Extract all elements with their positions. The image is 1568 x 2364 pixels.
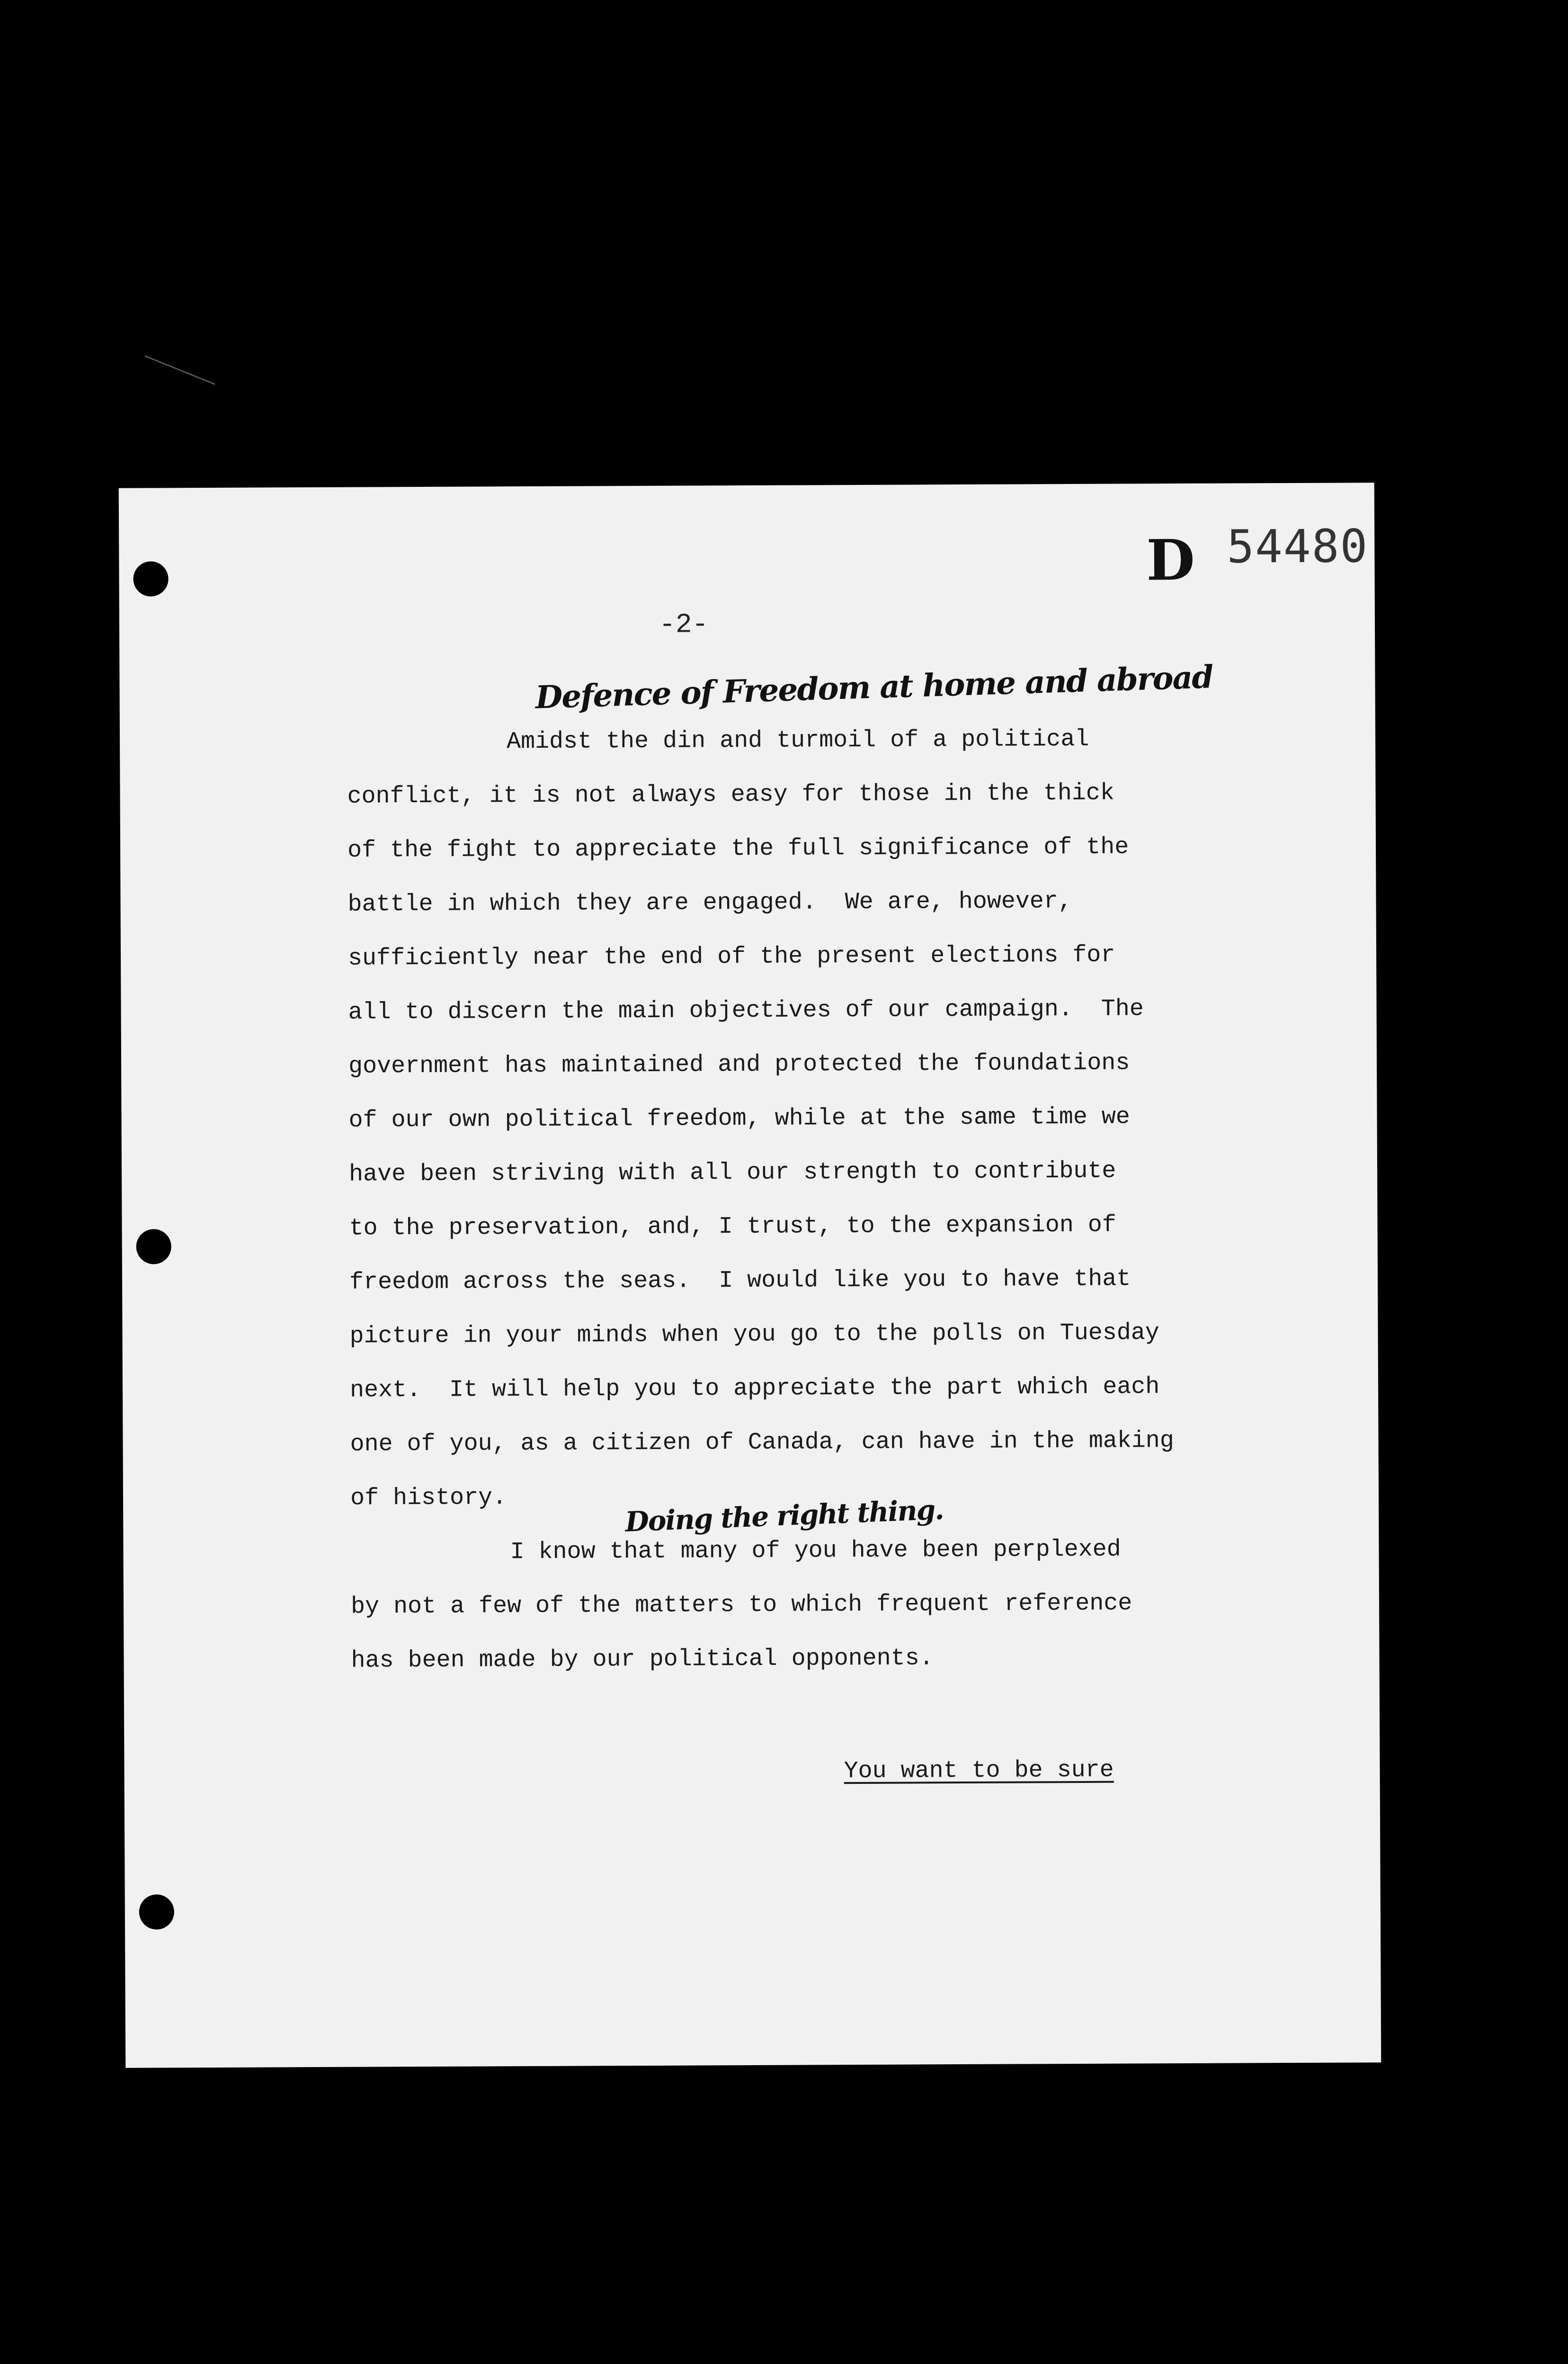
paragraph-1-line: of our own political freedom, while at the same time we [348, 1103, 1130, 1134]
document-page [119, 483, 1381, 2068]
paragraph-1-line: all to discern the main objectives of our campaign. The [348, 995, 1144, 1026]
paragraph-1-line: picture in your minds when you go to the polls on Tuesday [349, 1319, 1159, 1350]
paragraph-2-line: I know that many of you have been perplexed [510, 1536, 1121, 1566]
paragraph-1-line: conflict, it is not always easy for those in the thick [347, 779, 1114, 810]
punch-hole-middle [136, 1229, 171, 1264]
archive-stamp-number: 54480 [1227, 519, 1369, 573]
paragraph-1-line: of the fight to appreciate the full significance of the [347, 833, 1129, 864]
paragraph-1-line: one of you, as a citizen of Canada, can have in the making [350, 1427, 1174, 1458]
paragraph-1-line: of history. [350, 1484, 507, 1512]
paragraph-1-line: next. It will help you to appreciate the part which each [349, 1373, 1160, 1404]
paragraph-1-line: freedom across the seas. I would like you to have that [349, 1265, 1131, 1296]
paragraph-1-line: battle in which they are engaged. We are, however, [347, 888, 1072, 918]
scan-artifact-line [144, 355, 215, 385]
paragraph-1-line: have been striving with all our strength to contribute [348, 1157, 1116, 1188]
paragraph-1-line: Amidst the din and turmoil of a political [506, 725, 1089, 756]
handwritten-heading: Defence of Freedom at home and abroad [535, 658, 1213, 716]
handwritten-insert: Doing the right thing. [624, 1493, 944, 1538]
catchword: You want to be sure [844, 1756, 1114, 1785]
punch-hole-top [133, 561, 168, 596]
paragraph-1-line: sufficiently near the end of the present elections for [347, 941, 1115, 972]
archive-stamp-letter: D [1146, 527, 1195, 593]
paragraph-1-line: to the preservation, and, I trust, to the expansion of [349, 1211, 1116, 1242]
punch-hole-bottom [139, 1894, 174, 1929]
paragraph-1-line: government has maintained and protected the foundations [348, 1049, 1130, 1080]
paragraph-2-line: by not a few of the matters to which frequent reference [350, 1590, 1132, 1621]
paragraph-2-line: has been made by our political opponents. [351, 1645, 934, 1674]
page-number: -2- [659, 609, 709, 641]
